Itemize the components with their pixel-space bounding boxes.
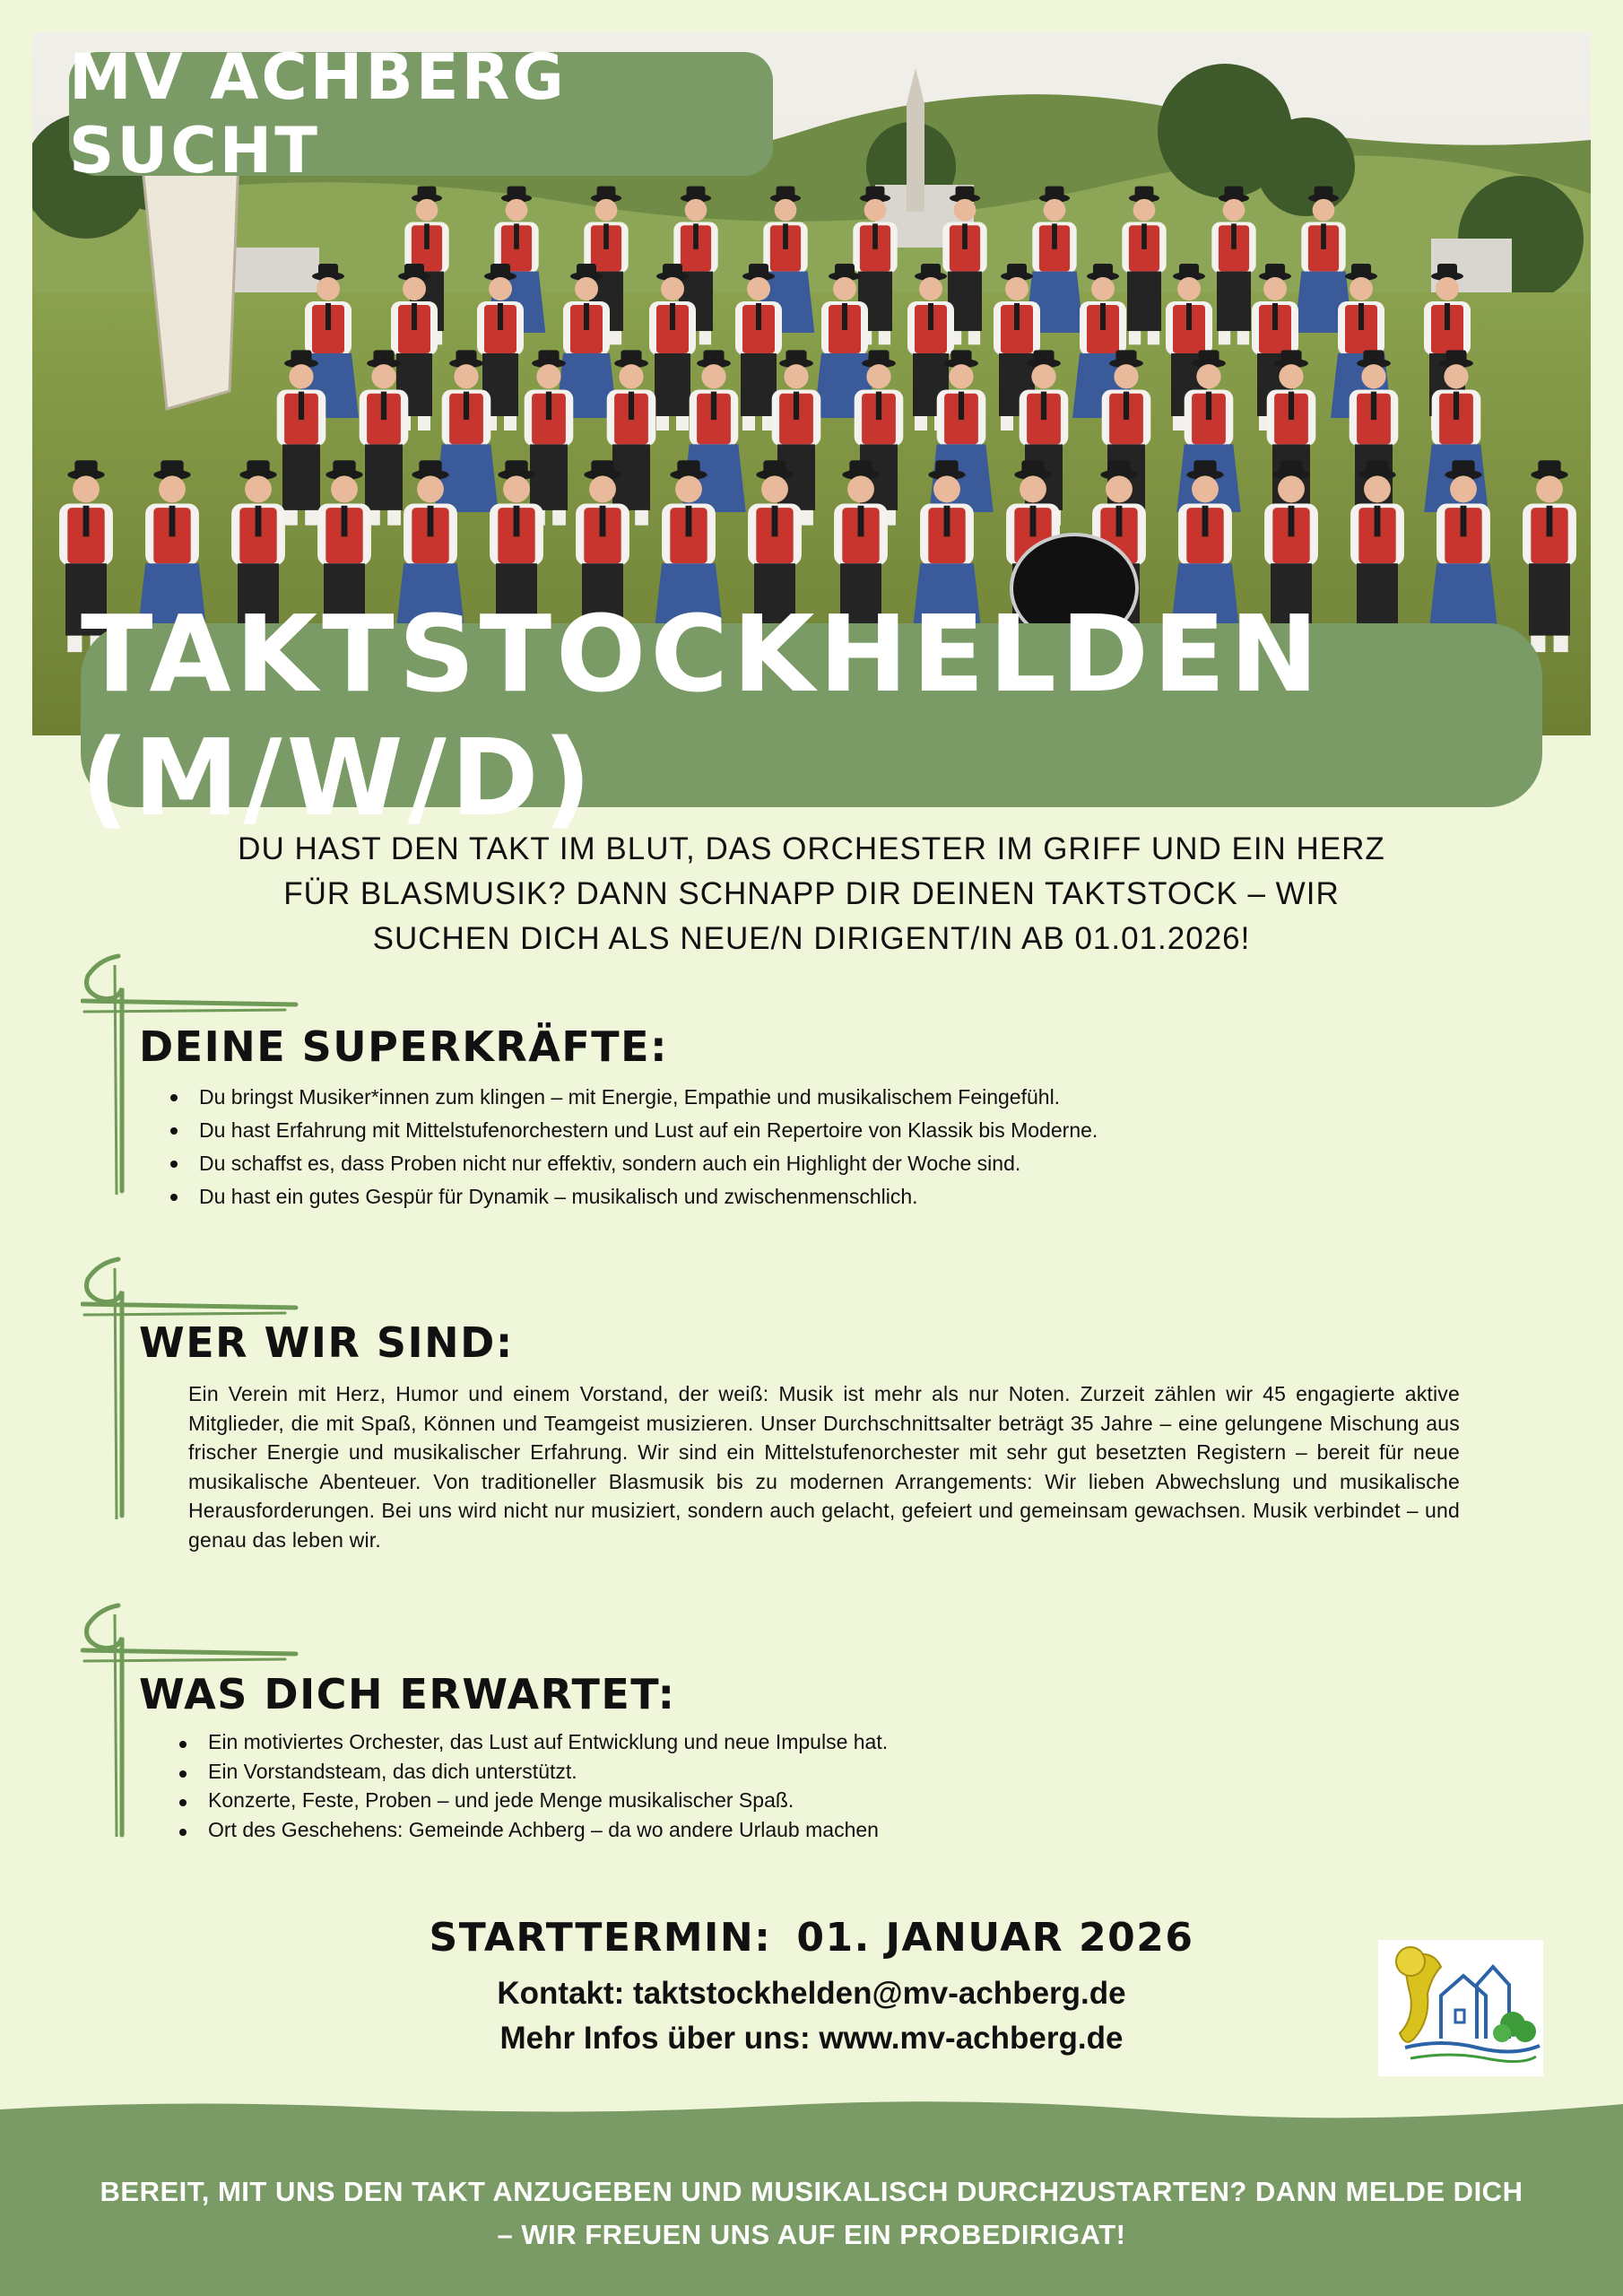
intro-line: FÜR BLASMUSIK? DANN SCHNAPP DIR DEINEN TAKTSTOCK – WIR xyxy=(283,876,1340,911)
footer-line: – WIR FREUEN UNS AUF EIN PROBEDIRIGAT! xyxy=(497,2219,1126,2250)
erwartet-list xyxy=(179,1727,888,1844)
page-title: TAKTSTOCKHELDEN (M/W/D) xyxy=(81,591,1324,839)
start-value: 01. JANUAR 2026 xyxy=(796,1915,1194,1961)
list-item: Ein Vorstandsteam, das dich unterstützt. xyxy=(179,1757,888,1787)
section-erwartet xyxy=(81,1602,1515,1844)
superkraefte-list xyxy=(170,1081,1098,1213)
section-heading: WER WIR SIND: xyxy=(139,1318,514,1367)
list-item: Konzerte, Feste, Proben – und jede Menge musikalischer Spaß. xyxy=(179,1786,888,1815)
start-label: STARTTERMIN: xyxy=(429,1915,772,1961)
wer-wir-sind-text: Ein Verein mit Herz, Humor und einem Vorstand, der weiß: Musik ist mehr als nur Noten. Zurzeit zählen wir 45 engagierte aktive Mitglieder, die mit Spaß, Können und Teamgeist musizieren. Unser Durchschnittsalter beträgt 35 Jahre – eine gelungene Mischung aus frischer Energie und musikalischer Erfahrung. Wir sind ein Mittelstufenorchester mit sehr gut besetzten Registern – bereit für neue musikalische Abenteuer. Von traditioneller Blasmusik bis zu modernen Arrangements: Wir lieben Abwechslung und musikalische Herausforderungen. Bei uns wird nicht nur musiziert, sondern auch gelacht, gefeiert und gemeinsam gewachsen. Musik verbindet – und genau das leben wir. xyxy=(188,1382,1460,1552)
section-heading: DEINE SUPERKRÄFTE: xyxy=(139,1022,668,1071)
list-item: Du schaffst es, dass Proben nicht nur effektiv, sondern auch ein Highlight der Woche sind. xyxy=(170,1147,1098,1180)
list-item: Ein motiviertes Orchester, das Lust auf Entwicklung und neue Impulse hat. xyxy=(179,1727,888,1757)
intro-line: DU HAST DEN TAKT IM BLUT, DAS ORCHESTER IM GRIFF UND EIN HERZ xyxy=(238,831,1385,866)
intro-text xyxy=(206,827,1417,961)
section-wer-wir-sind xyxy=(81,1256,1515,1578)
list-item: Du bringst Musiker*innen zum klingen – mit Energie, Empathie und musikalischem Feingefühl. xyxy=(170,1081,1098,1114)
intro-line: SUCHEN DICH ALS NEUE/N DIRIGENT/IN AB 01.01.2026! xyxy=(372,921,1251,956)
title-banner xyxy=(81,591,1542,839)
section-heading: WAS DICH ERWARTET: xyxy=(139,1670,676,1718)
mv-achberg-logo-icon xyxy=(1378,1940,1543,2076)
footer-line: BEREIT, MIT UNS DEN TAKT ANZUGEBEN UND MUSIKALISCH DURCHZUSTARTEN? DANN MELDE DICH xyxy=(100,2176,1523,2207)
list-item: Ort des Geschehens: Gemeinde Achberg – da wo andere Urlaub machen xyxy=(179,1815,888,1845)
contact-email[interactable]: Kontakt: taktstockhelden@mv-achberg.de xyxy=(497,1976,1126,2011)
headline-tag xyxy=(69,40,773,187)
section-superkraefte xyxy=(81,952,1515,1213)
list-item: Du hast Erfahrung mit Mittelstufenorchestern und Lust auf ein Repertoire von Klassik bis Moderne. xyxy=(170,1114,1098,1147)
list-item: Du hast ein gutes Gespür für Dynamik – musikalisch und zwischenmenschlich. xyxy=(170,1180,1098,1213)
contact-website[interactable]: Mehr Infos über uns: www.mv-achberg.de xyxy=(499,2021,1124,2056)
footer-cta xyxy=(54,2170,1569,2257)
headline-tag-text: MV ACHBERG SUCHT xyxy=(69,40,567,187)
